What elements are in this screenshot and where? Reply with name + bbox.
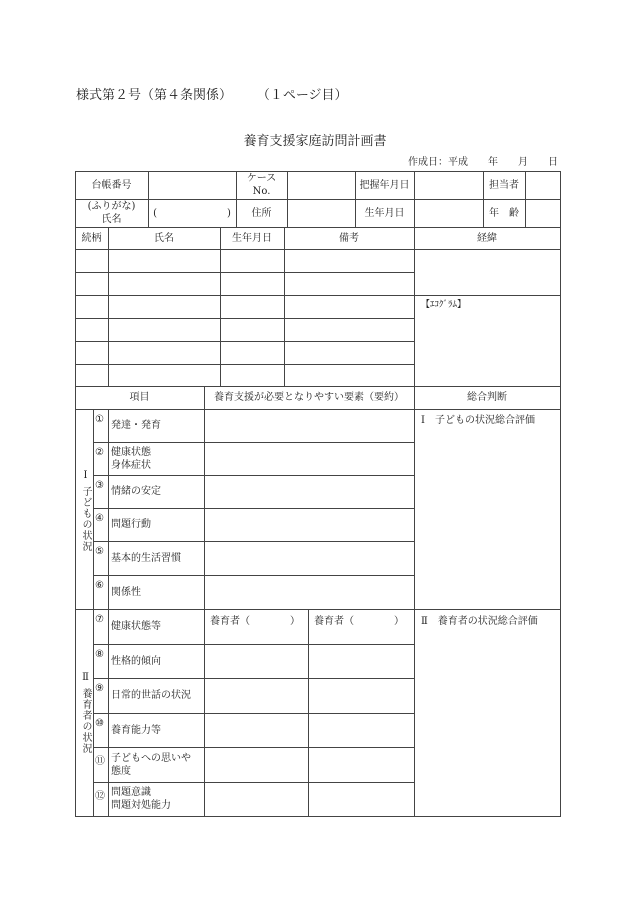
caregiver-a-label: 養育者（ ）	[210, 615, 300, 627]
relation-header: 続柄	[81, 232, 102, 244]
remarks-header: 備考	[339, 232, 359, 244]
item-label-awareness: 問題意識 問題対処能力	[111, 787, 171, 811]
item-number: ⑦	[95, 614, 104, 625]
item-header: 項目	[129, 392, 150, 403]
creation-date-line: 作成日：平成 年 月 日	[408, 157, 558, 168]
item-label-feelings: 子どもへの思いや 態度	[111, 752, 191, 777]
grasp-date-label: 把握年月日	[359, 179, 410, 191]
item-label-relationships: 関係性	[111, 586, 141, 598]
item-number: ⑫	[95, 791, 105, 802]
address-label: 住所	[251, 207, 272, 219]
caregiver-b-label: 養育者（ ）	[314, 615, 404, 627]
case-number-label: ケース No.	[246, 173, 277, 197]
document-title: 養育支援家庭訪問計画書	[243, 134, 387, 149]
item-number: ⑪	[95, 756, 105, 767]
ecogram-label: 【ｴｺｸﾞﾗﾑ】	[421, 299, 467, 310]
item-label-development: 発達・発育	[111, 420, 161, 431]
item-number: ⑩	[95, 718, 104, 729]
item-number: ③	[95, 480, 104, 491]
birth-date-label: 生年月日	[364, 207, 405, 219]
ledger-number-label: 台帳番号	[91, 179, 132, 191]
item-number: ⑥	[95, 580, 104, 591]
staff-label: 担当者	[489, 179, 519, 191]
item-number: ①	[95, 414, 104, 425]
family-name-header: 氏名	[154, 232, 174, 244]
item-label-parenting-ability: 養育能力等	[111, 724, 161, 736]
item-label-emotion: 情緒の安定	[111, 486, 161, 497]
item-number: ⑨	[95, 683, 104, 694]
parent-judgment-label: Ⅱ 養育者の状況総合評価	[421, 615, 538, 627]
parent-section-label: Ⅱ 養育者の状況	[80, 672, 91, 755]
history-header: 経緯	[477, 232, 497, 244]
name-paren: ( )	[153, 207, 231, 219]
judgment-header: 総合判断	[467, 392, 507, 403]
age-label: 年 齢	[489, 207, 519, 219]
family-birth-header: 生年月日	[232, 232, 272, 244]
item-label-habits: 基本的生活習慣	[111, 552, 181, 564]
item-number: ②	[95, 447, 104, 458]
furigana-name-label: (ふりがな) 氏名	[87, 201, 136, 225]
form-header	[76, 84, 348, 103]
item-number: ⑤	[95, 546, 104, 557]
item-number: ⑧	[95, 649, 104, 660]
child-section-label: Ⅰ 子どもの状況	[80, 470, 91, 553]
item-label-parent-health: 健康状態等	[111, 621, 161, 632]
item-label-daily-care: 日常的世話の状況	[111, 690, 191, 701]
item-label-personality: 性格的傾向	[111, 655, 161, 667]
item-label-health: 健康状態 身体症状	[111, 446, 151, 471]
item-number: ④	[95, 513, 104, 524]
page-number-label: （１ページ目）	[256, 88, 348, 103]
child-judgment-label: Ⅰ 子どもの状況総合評価	[421, 414, 535, 426]
form-number-label: 様式第２号（第４条関係）	[76, 88, 233, 103]
item-label-behavior: 問題行動	[111, 519, 151, 530]
factor-header: 養育支援が必要となりやすい要素（要約）	[214, 392, 404, 403]
